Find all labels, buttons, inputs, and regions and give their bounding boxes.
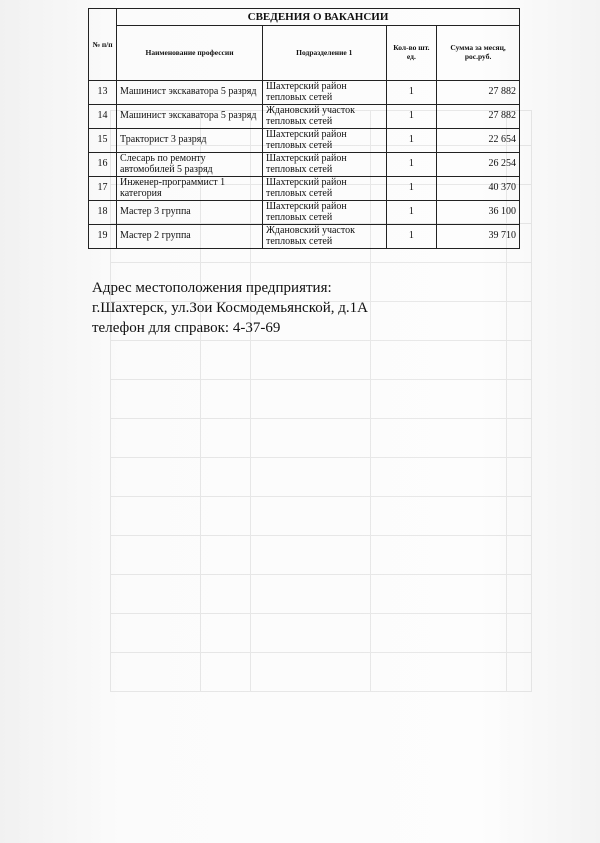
phone-text: телефон для справок: 4-37-69 — [92, 320, 281, 336]
table-row — [89, 81, 520, 105]
vacancy-table — [88, 8, 520, 249]
address-text: г.Шахтерск, ул.Зои Космодемьянской, д.1А — [92, 300, 368, 316]
address-label: Адрес местоположения предприятия: — [92, 280, 332, 296]
row-profession: Инженер-программист 1 категория — [117, 177, 263, 201]
row-department: Ждановский участок тепловых сетей — [262, 105, 386, 129]
row-num: 16 — [89, 153, 117, 177]
table-title: СВЕДЕНИЯ О ВАКАНСИИ — [117, 9, 520, 26]
row-salary: 39 710 — [437, 225, 520, 249]
row-profession: Машинист экскаватора 5 разряд — [117, 81, 263, 105]
row-num: 19 — [89, 225, 117, 249]
table-row — [89, 105, 520, 129]
header-salary: Сумма за месяц, рос.руб. — [437, 26, 520, 81]
header-num: № п/п — [89, 9, 117, 81]
table-header-row — [89, 26, 520, 81]
header-quantity: Кол-во шт. ед. — [386, 26, 437, 81]
row-department: Шахтерский район тепловых сетей — [262, 201, 386, 225]
row-salary: 27 882 — [437, 105, 520, 129]
table-row — [89, 177, 520, 201]
row-salary: 36 100 — [437, 201, 520, 225]
row-profession: Тракторист 3 разряд — [117, 129, 263, 153]
row-salary: 26 254 — [437, 153, 520, 177]
row-num: 17 — [89, 177, 117, 201]
header-profession: Наименование профессии — [117, 26, 263, 81]
row-salary: 22 654 — [437, 129, 520, 153]
row-salary: 27 882 — [437, 81, 520, 105]
row-num: 14 — [89, 105, 117, 129]
row-department: Шахтерский район тепловых сетей — [262, 81, 386, 105]
row-profession: Мастер 2 группа — [117, 225, 263, 249]
row-num: 15 — [89, 129, 117, 153]
table-title-row — [89, 9, 520, 26]
row-quantity: 1 — [386, 201, 437, 225]
row-quantity: 1 — [386, 129, 437, 153]
row-profession: Слесарь по ремонту автомобилей 5 разряд — [117, 153, 263, 177]
table-row — [89, 201, 520, 225]
row-department: Ждановский участок тепловых сетей — [262, 225, 386, 249]
header-department: Подразделение 1 — [262, 26, 386, 81]
table-row — [89, 225, 520, 249]
row-department: Шахтерский район тепловых сетей — [262, 177, 386, 201]
enterprise-contacts — [92, 278, 522, 338]
row-salary: 40 370 — [437, 177, 520, 201]
row-num: 18 — [89, 201, 117, 225]
row-quantity: 1 — [386, 177, 437, 201]
row-profession: Мастер 3 группа — [117, 201, 263, 225]
table-row — [89, 129, 520, 153]
row-quantity: 1 — [386, 225, 437, 249]
table-row — [89, 153, 520, 177]
row-quantity: 1 — [386, 153, 437, 177]
row-quantity: 1 — [386, 105, 437, 129]
row-profession: Машинист экскаватора 5 разряд — [117, 105, 263, 129]
row-quantity: 1 — [386, 81, 437, 105]
row-num: 13 — [89, 81, 117, 105]
row-department: Шахтерский район тепловых сетей — [262, 153, 386, 177]
row-department: Шахтерский район тепловых сетей — [262, 129, 386, 153]
